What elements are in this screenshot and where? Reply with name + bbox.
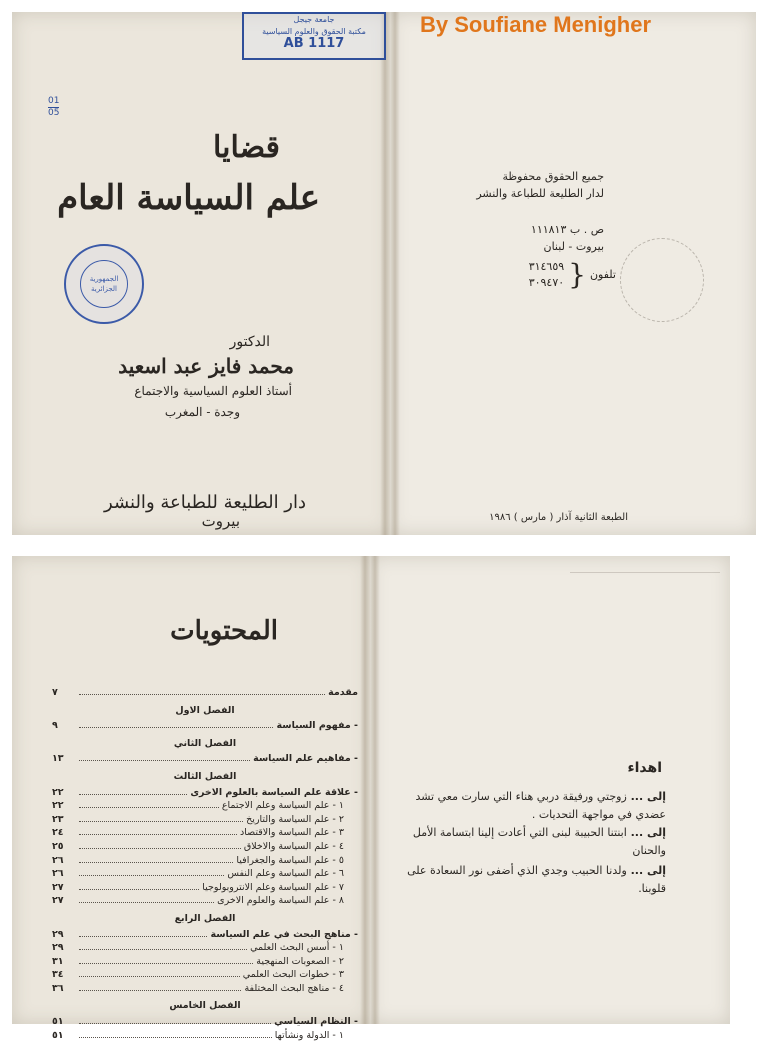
library-stamp-top: جامعة جيجل — [293, 15, 335, 24]
toc-entry-label: ١ - علم السياسة وعلم الاجتماع — [221, 800, 344, 812]
toc-entry-label: - مفهوم السياسة — [276, 720, 358, 732]
toc-entry-label: ٥ - علم السياسة والجغرافيا — [236, 854, 344, 866]
toc-leader-dots — [79, 928, 207, 937]
toc-entry-page: ٢٣ — [52, 813, 64, 825]
toc-entry — [52, 719, 358, 733]
toc-chapter-heading: الفصل الخامس — [169, 1000, 241, 1012]
toc-entry-page: ٢٦ — [52, 854, 64, 866]
toc-leader-dots — [79, 799, 219, 808]
toc-entry-label: ٣ - خطوات البحث العلمي — [242, 969, 344, 981]
library-stamp-number: AB 1117 — [283, 36, 345, 51]
book-title-line2: علم السياسة العام — [57, 178, 320, 218]
phone-number-1: ٣١٤٦٥٩ — [528, 259, 565, 273]
address-city: بيروت - لبنان — [543, 240, 604, 253]
phone-numbers — [529, 259, 564, 291]
toc-entry-page: ٣١ — [52, 955, 64, 967]
publisher-city: بيروت — [201, 512, 240, 530]
toc-leader-dots — [79, 854, 233, 863]
dedication-item — [396, 788, 666, 824]
toc-entry-page: ٣٤ — [52, 969, 64, 981]
library-stamp — [242, 12, 386, 60]
toc-entry — [52, 786, 358, 800]
toc-leader-dots — [79, 955, 253, 964]
dedication-page — [370, 556, 730, 1024]
toc-chapter-heading: الفصل الثالث — [173, 770, 237, 782]
toc-entry-page: ٢٧ — [52, 895, 64, 907]
dedication-item — [396, 862, 666, 898]
toc-leader-dots — [79, 881, 199, 890]
toc-entry-label: ٧ - علم السياسة وعلم الانتروبولوجيا — [202, 881, 344, 893]
page-gutter-shadow — [370, 556, 380, 1024]
rights-line1: جميع الحقوق محفوظة — [502, 170, 604, 183]
toc-entry-page: ٢٧ — [52, 881, 64, 893]
toc-entry — [52, 867, 358, 881]
toc-entry-label: - مفاهيم علم السياسة — [253, 753, 358, 765]
toc-entry-page: ٢٢ — [52, 800, 64, 812]
library-stamp-line2: مكتبة الحقوق والعلوم السياسية — [262, 27, 366, 36]
phone-label: تلفون — [589, 268, 616, 281]
toc-entry — [52, 1029, 358, 1042]
toc-entry-label: ١ - أسس البحث العلمي — [250, 942, 344, 954]
toc-leader-dots — [79, 840, 241, 849]
brace-icon: { — [568, 258, 586, 291]
toc-entry — [52, 941, 358, 955]
toc-entry — [52, 982, 358, 996]
phone-number-2: ٣٠٩٤٧٠ — [528, 275, 565, 289]
toc-entry-label: ١ - الدولة ونشأتها — [274, 1029, 344, 1041]
toc-entry-label: ٤ - مناهج البحث المختلفة — [244, 982, 344, 994]
phone-block — [529, 258, 616, 291]
book-title-line1: قضايا — [213, 130, 280, 165]
faint-stamp-imprint — [620, 238, 704, 322]
toc-entry-label: ٨ - علم السياسة والعلوم الاخرى — [217, 895, 344, 907]
toc-entry — [52, 686, 358, 700]
toc-entry — [52, 881, 358, 895]
author-location: وجدة - المغرب — [164, 405, 240, 419]
toc-entry-label: ٦ - علم السياسة وعلم النفس — [227, 868, 344, 880]
toc-entry — [52, 840, 358, 854]
dedication-lead: إلى ... — [626, 864, 666, 877]
shelf-mark — [48, 96, 59, 119]
toc-entry-page: ٢٢ — [52, 786, 64, 798]
author-name: محمد فايز عبد اسعيد — [118, 354, 294, 378]
toc-entry — [52, 813, 358, 827]
toc-entry — [52, 928, 358, 942]
toc-leader-dots — [79, 686, 325, 695]
toc-entry-label: - علاقة علم السياسة بالعلوم الاخرى — [190, 786, 358, 798]
toc-leader-dots — [79, 719, 273, 728]
toc-entry-label: مقدمة — [328, 687, 358, 698]
toc-entry — [52, 799, 358, 813]
toc-chapter-heading: الفصل الثاني — [173, 737, 237, 749]
author-affiliation: أستاذ العلوم السياسية والاجتماع — [134, 384, 292, 398]
toc-entry-page: ٥١ — [52, 1029, 64, 1041]
toc-leader-dots — [79, 786, 187, 795]
page-gutter-shadow — [390, 12, 400, 535]
toc-entry-page: ١٣ — [52, 753, 64, 765]
toc-entry-page: ٢٤ — [52, 827, 64, 839]
toc-entry — [52, 854, 358, 868]
toc-leader-dots — [79, 826, 237, 835]
toc-entry-page: ٣٦ — [52, 982, 64, 994]
toc-entry — [52, 968, 358, 982]
title-page — [12, 12, 390, 535]
contents-page — [12, 556, 370, 1041]
toc-entry — [52, 752, 358, 766]
bleed-through-mark — [570, 572, 720, 585]
round-stamp-inner-text: الجمهورية الجزائرية — [89, 275, 119, 293]
dedication-title: اهداء — [627, 760, 662, 776]
dedication-text: ولدنا الحبيب وجدي الذي أضفى نور السعادة على قلوبنا. — [407, 864, 666, 895]
toc-leader-dots — [79, 867, 224, 876]
author-title: الدكتور — [229, 334, 270, 350]
contents-title: المحتويات — [170, 616, 278, 646]
toc-entry-label: ٤ - علم السياسة والاخلاق — [243, 840, 344, 852]
toc-entry-page: ٥١ — [52, 1016, 64, 1028]
toc-leader-dots — [79, 752, 250, 761]
shelf-mark-bottom: 05 — [48, 108, 60, 118]
publisher-name: دار الطليعة للطباعة والنشر — [104, 492, 306, 513]
dedication-lead: إلى ... — [626, 790, 666, 803]
toc-entry-label: ٢ - الصعوبات المنهجية — [256, 955, 344, 967]
toc-entry-label: ٢ - علم السياسة والتاريخ — [246, 813, 344, 825]
toc-entry — [52, 894, 358, 908]
toc-chapter-heading: الفصل الرابع — [174, 912, 236, 924]
po-box: ص . ب ١١١٨١٣ — [530, 223, 604, 236]
toc-leader-dots — [79, 894, 214, 903]
toc-entry-page: ٢٩ — [52, 928, 64, 940]
round-library-stamp — [64, 244, 144, 324]
dedication-text: زوجتي ورفيقة دربي هناء التي سارت معي تشد عضدي في مواجهة التحديات . — [415, 790, 666, 821]
shelf-mark-top: 01 — [48, 96, 60, 106]
toc-entry-label: - النظام السياسي — [274, 1016, 358, 1028]
rights-line2: لدار الطليعة للطباعة والنشر — [476, 187, 604, 200]
page-gutter-shadow — [380, 12, 390, 535]
copyright-page — [390, 12, 756, 535]
toc-leader-dots — [79, 1015, 271, 1024]
dedication-item — [396, 824, 666, 860]
toc-entry-label: - مناهج البحث في علم السياسة — [210, 928, 358, 940]
toc-leader-dots — [79, 941, 247, 950]
toc-entry-page: ٢٩ — [52, 942, 64, 954]
table-of-contents — [52, 686, 358, 1042]
dedication-text: ابنتنا الحبيبة لبنى التي أعادت إلينا ابتسامة الأمل والحنان — [412, 826, 666, 857]
toc-entry — [52, 955, 358, 969]
watermark-credit: By Soufiane Menigher — [420, 12, 652, 37]
toc-entry — [52, 1015, 358, 1029]
toc-entry-page: ٢٥ — [52, 840, 64, 852]
publisher-address — [531, 221, 604, 255]
toc-entry-label: ٣ - علم السياسة والاقتصاد — [240, 827, 344, 839]
toc-leader-dots — [79, 1029, 272, 1038]
dedication-lead: إلى ... — [626, 826, 666, 839]
edition-info: الطبعة الثانية آذار ( مارس ) ١٩٨٦ — [489, 512, 628, 523]
toc-entry — [52, 826, 358, 840]
toc-leader-dots — [79, 968, 240, 977]
rights-notice — [476, 168, 604, 202]
toc-entry-page: ٢٦ — [52, 868, 64, 880]
toc-entry-page: ٧ — [52, 687, 58, 698]
toc-leader-dots — [79, 813, 243, 822]
toc-leader-dots — [79, 982, 241, 991]
toc-chapter-heading: الفصل الاول — [175, 704, 235, 716]
page-gutter-shadow — [360, 556, 370, 1024]
toc-entry-page: ٩ — [52, 720, 58, 732]
